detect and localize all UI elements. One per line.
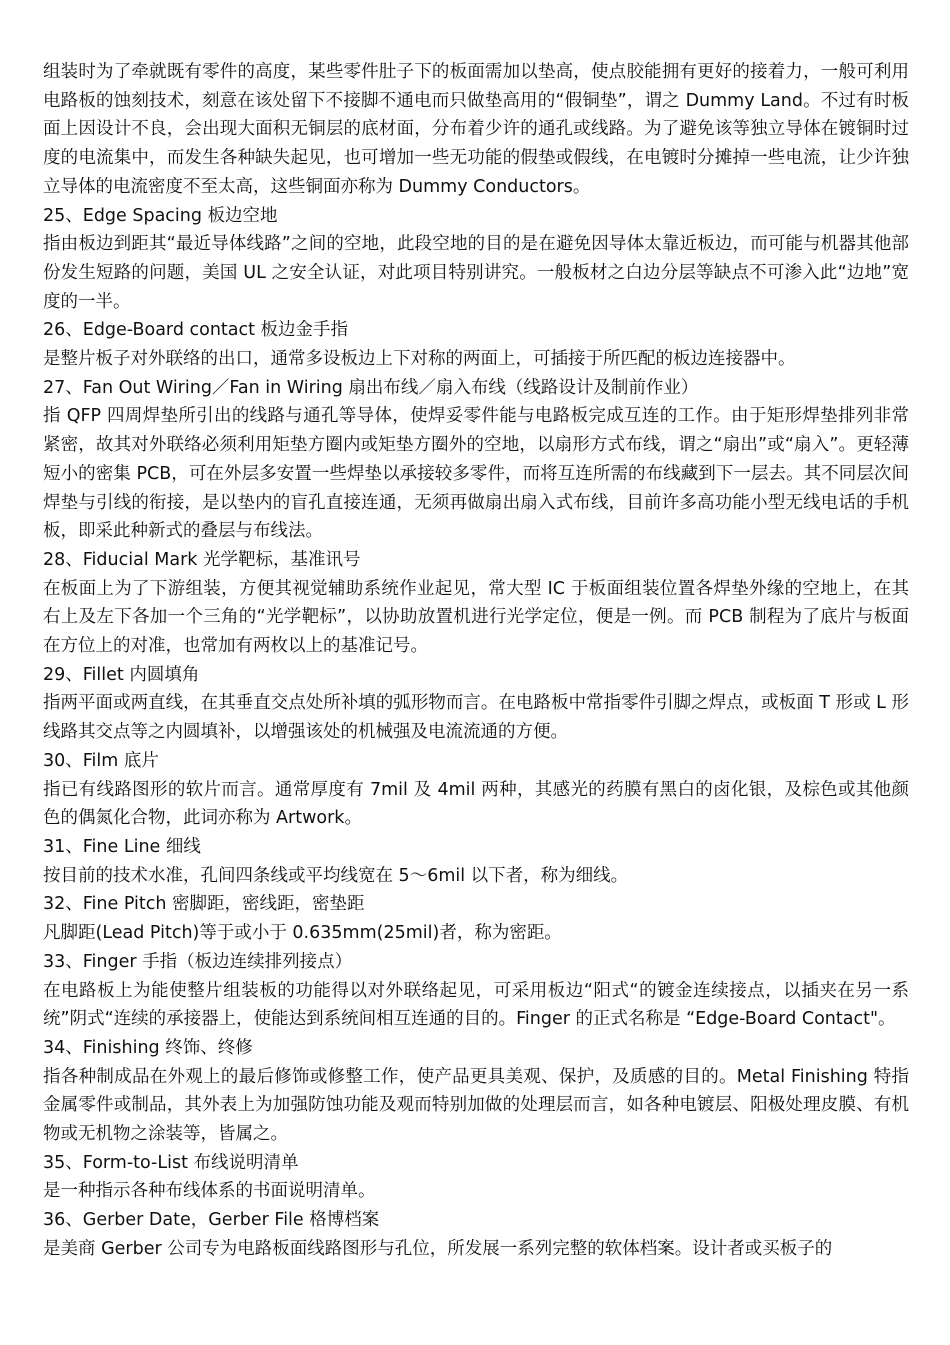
entry-heading: 29、Fillet 内圆填角 [43,664,200,685]
entry-heading: 35、Form-to-List 布线说明清单 [43,1152,299,1173]
entry-heading: 27、Fan Out Wiring／Fan in Wiring 扇出布线／扇入布线（线路设计及制前作业） [43,377,699,398]
entry-body: 在板面上为了下游组装，方便其视觉辅助系统作业起见，常大型 IC 于板面组装位置各焊垫外缘的空地上，在其右上及左下各加一个三角的“光学靶标”，以协助放置机进行光学定位，便是一例。而 PCB 制程为了底片与板面在方位上的对准，也常加有两枚以上的基准记号。 [43,578,909,657]
entry-body: 在电路板上为能使整片组装板的功能得以对外联络起见，可采用板边“阳式“的镀金连续接点，以插夹在另一系统”阴式“连续的承接器上，使能达到系统间相互连通的目的。Finger 的正式名称是 “Edge-Board Contact"。 [43,980,909,1030]
intro-paragraph: 组装时为了牵就既有零件的高度，某些零件肚子下的板面需加以垫高，使点胶能拥有更好的接着力，一般可利用电路板的蚀刻技术，刻意在该处留下不接脚不通电而只做垫高用的“假铜垫”，谓之 Dummy Land。不过有时板面上因设计不良，会出现大面积无铜层的底材面，分布着少许的通孔或线路。为了避免该等独立导体在镀铜时过度的电流集中，而发生各种缺失起见，也可增加一些无功能的假垫或假线，在电镀时分摊掉一些电流，让少许独立导体的电流密度不至太高，这些铜面亦称为 Dummy Conductors。 [43,62,909,197]
glossary-entries [43,202,909,1264]
entry-heading: 32、Fine Pitch 密脚距，密线距，密垫距 [43,894,365,915]
entry-heading: 34、Finishing 终饰、终修 [43,1037,253,1058]
entry-body: 指由板边到距其“最近导体线路”之间的空地，此段空地的目的是在避免因导体太靠近板边，而可能与机器其他部份发生短路的问题，美国 UL 之安全认证，对此项目特别讲究。一般板材之白边分层等缺点不可渗入此“边地”宽度的一半。 [43,234,909,312]
entry-body: 指各种制成品在外观上的最后修饰或修整工作，使产品更具美观、保护，及质感的目的。Metal Finishing 特指金属零件或制品，其外表上为加强防蚀功能及观而特别加做的处理层而言，如各种电镀层、阳极处理皮膜、有机物或无机物之涂装等，皆属之。 [43,1066,909,1145]
entry-body: 是美商 Gerber 公司专为电路板面线路图形与孔位，所发展一系列完整的软体档案。设计者或买板子的 [43,1238,833,1259]
entry-heading: 25、Edge Spacing 板边空地 [43,205,278,226]
entry-body: 指 QFP 四周焊垫所引出的线路与通孔等导体，使焊妥零件能与电路板完成互连的工作。由于矩形焊垫排列非常紧密，故其对外联络必须利用矩垫方圈内或矩垫方圈外的空地，以扇形方式布线，谓之“扇出”或“扇入”。更轻薄短小的密集 PCB，可在外层多安置一些焊垫以承接较多零件，而将互连所需的布线藏到下一层去。其不同层次间焊垫与引线的衔接，是以垫内的盲孔直接连通，无须再做扇出扇入式布线，目前许多高功能小型无线电话的手机板，即采此种新式的叠层与布线法。 [43,406,909,542]
entry-heading: 26、Edge-Board contact 板边金手指 [43,320,349,341]
entry-body: 按目前的技术水准，孔间四条线或平均线宽在 5～6mil 以下者，称为细线。 [43,865,629,886]
entry-body: 是一种指示各种布线体系的书面说明清单。 [43,1181,376,1202]
document-page [43,58,909,1264]
entry-body: 凡脚距(Lead Pitch)等于或小于 0.635mm(25mil)者，称为密距。 [43,923,562,944]
entry-heading: 28、Fiducial Mark 光学靶标，基准讯号 [43,549,361,570]
entry-body: 指已有线路图形的软片而言。通常厚度有 7mil 及 4mil 两种，其感光的药膜有黑白的卤化银，及棕色或其他颜色的偶氮化合物，此词亦称为 Artwork。 [43,779,909,829]
entry-heading: 33、Finger 手指（板边连续排列接点） [43,951,353,972]
entry-body: 是整片板子对外联络的出口，通常多设板边上下对称的两面上，可插接于所匹配的板边连接器中。 [43,349,796,370]
entry-body: 指两平面或两直线，在其垂直交点处所补填的弧形物而言。在电路板中常指零件引脚之焊点，或板面 T 形或 L 形线路其交点等之内圆填补，以增强该处的机械强及电流流通的方便。 [43,693,909,743]
entry-heading: 36、Gerber Date，Gerber File 格博档案 [43,1210,380,1231]
entry-heading: 31、Fine Line 细线 [43,836,201,857]
entry-heading: 30、Film 底片 [43,750,159,771]
